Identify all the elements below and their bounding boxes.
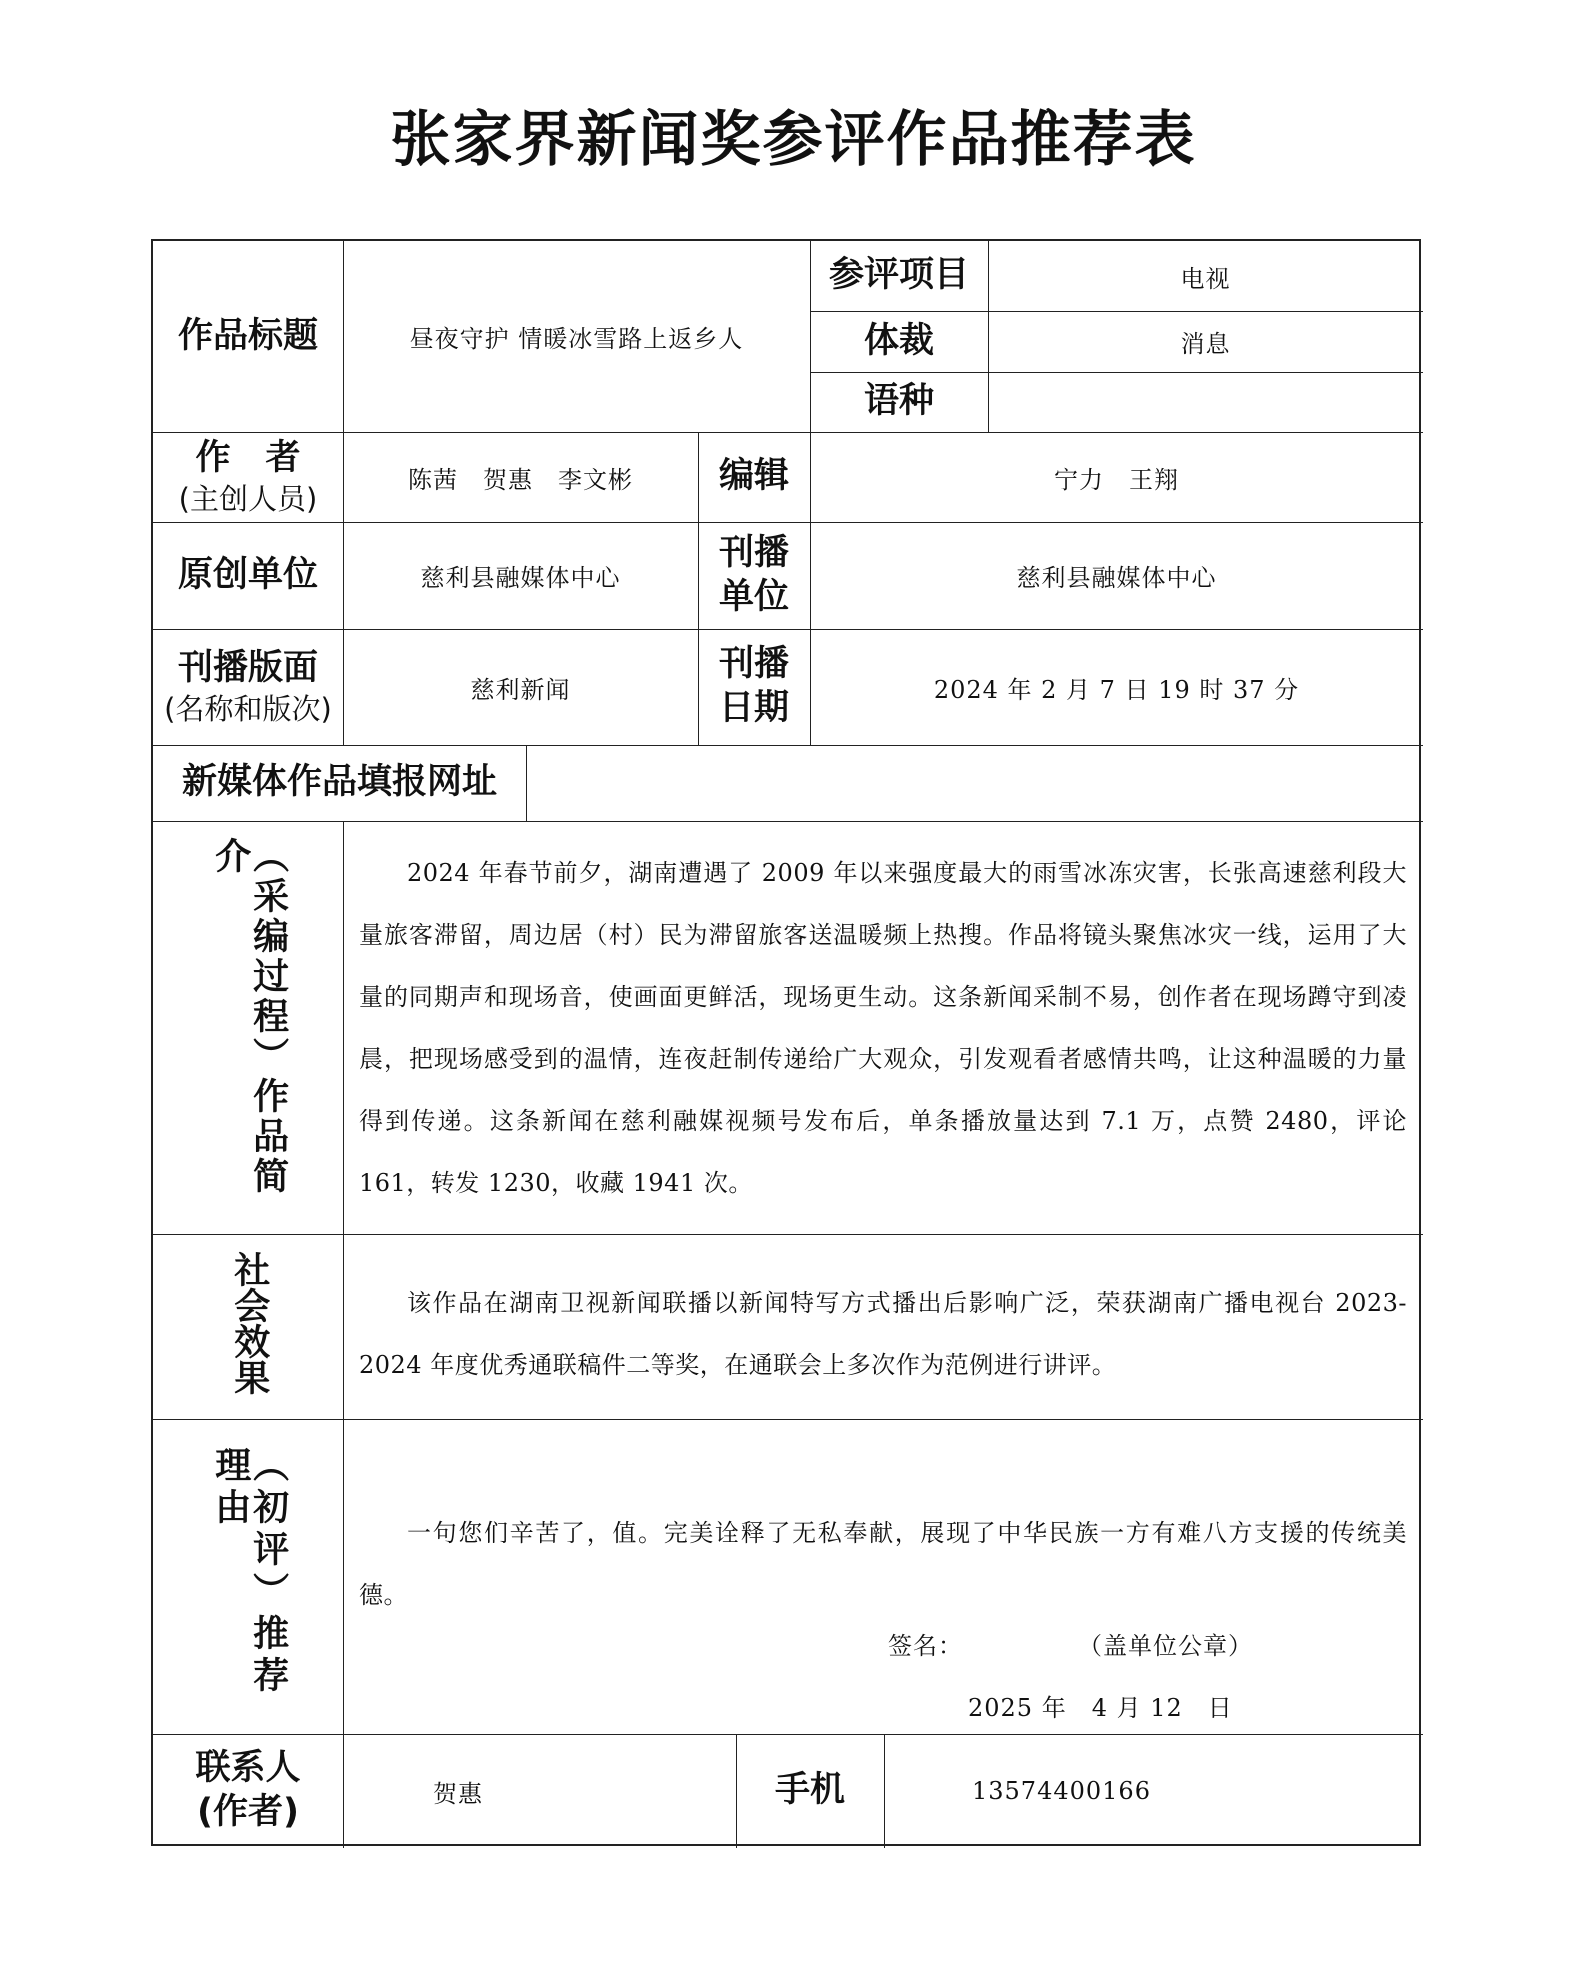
contact-name: 贺惠 (433, 1779, 483, 1808)
new-media-url-value (526, 745, 1423, 821)
author-label-main: 作 者 (195, 438, 301, 478)
genre-label: 体裁 (863, 320, 934, 361)
publish-unit-label (698, 522, 810, 629)
publish-date-label-line2: 日期 (718, 688, 789, 728)
publish-section-label (153, 629, 343, 745)
recommendation-form-table (151, 239, 1421, 1846)
authors-value: 陈茜 贺惠 李文彬 (408, 465, 633, 494)
publish-date-label-line1: 刊播 (718, 644, 789, 685)
new-media-url-label: 新媒体作品填报网址 (181, 762, 497, 803)
editors-value: 宁力 王翔 (1054, 465, 1179, 494)
contact-label-main: 联系人 (195, 1748, 301, 1789)
publish-date-value: 2024 年 2 月 7 日 19 时 37 分 (933, 675, 1300, 704)
origin-unit-label: 原创单位 (177, 554, 318, 595)
social-effect-text: 该作品在湖南卫视新闻联播以新闻特写方式播出后影响广泛，荣获湖南广播电视台 2023-2024 年度优秀通联稿件二等奖，在通联会上多次作为范例进行讲评。 (359, 1289, 1407, 1379)
genre-value: 消息 (1180, 330, 1231, 358)
publish-section-value: 慈利新闻 (470, 675, 571, 704)
publish-unit-label-line2: 单位 (718, 576, 789, 617)
sign-date: 2025 年 4 月 12 日 (968, 1694, 1233, 1722)
work-title-value: 昼夜守护 情暖冰雪路上返乡人 (409, 325, 744, 353)
publish-unit-value: 慈利县融媒体中心 (1016, 564, 1217, 592)
signature-label: 签名： (888, 1632, 963, 1660)
process-label: （采编过程）作品简介 (209, 837, 289, 1197)
work-title-label: 作品标题 (177, 315, 318, 356)
social-effect-label: 社会效果 (228, 1251, 270, 1395)
page-title: 张家界新闻奖参评作品推荐表 (390, 105, 1197, 175)
publish-unit-label-line1: 刊播 (718, 532, 789, 573)
author-label (153, 432, 343, 522)
publish-section-label-main: 刊播版面 (177, 648, 318, 688)
editor-label: 编辑 (718, 456, 789, 497)
language-value (988, 372, 1423, 432)
contact-label-sub: (作者) (197, 1792, 299, 1832)
phone-value: 13574400166 (972, 1777, 1151, 1805)
author-label-sub: (主创人员) (178, 481, 318, 516)
publish-date-label (698, 629, 810, 745)
contact-label (153, 1734, 343, 1848)
publish-section-label-sub: (名称和版次) (164, 691, 332, 726)
category-value: 电视 (1180, 264, 1231, 293)
recommendation-text: 一句您们辛苦了，值。完美诠释了无私奉献，展现了中华民族一方有难八方支援的传统美德。 (359, 1519, 1407, 1609)
origin-unit-value: 慈利县融媒体中心 (420, 564, 621, 592)
process-text: 2024 年春节前夕，湖南遭遇了 2009 年以来强度最大的雨雪冰冻灾害，长张高速慈利段大量旅客滞留，周边居（村）民为滞留旅客送温暖频上热搜。作品将镜头聚焦冰灾一线，运用了大量的同期声和现场音，使画面更鲜活，现场更生动。这条新闻采制不易，创作者在现场蹲守到凌晨，把现场感受到的温情，连夜赶制传递给广大观众，引发观看者感情共鸣，让这种温暖的力量得到传递。这条新闻在慈利融媒视频号发布后，单条播放量达到 7.1 万，点赞 2480，评论 161，转发 1230，收藏 1941 次。 (359, 859, 1407, 1197)
seal-note: （盖单位公章） (1078, 1632, 1253, 1660)
recommendation-label: （初评）推荐理由 (209, 1446, 289, 1698)
phone-label: 手机 (774, 1770, 845, 1811)
language-label: 语种 (863, 381, 934, 422)
category-label: 参评项目 (828, 255, 969, 296)
